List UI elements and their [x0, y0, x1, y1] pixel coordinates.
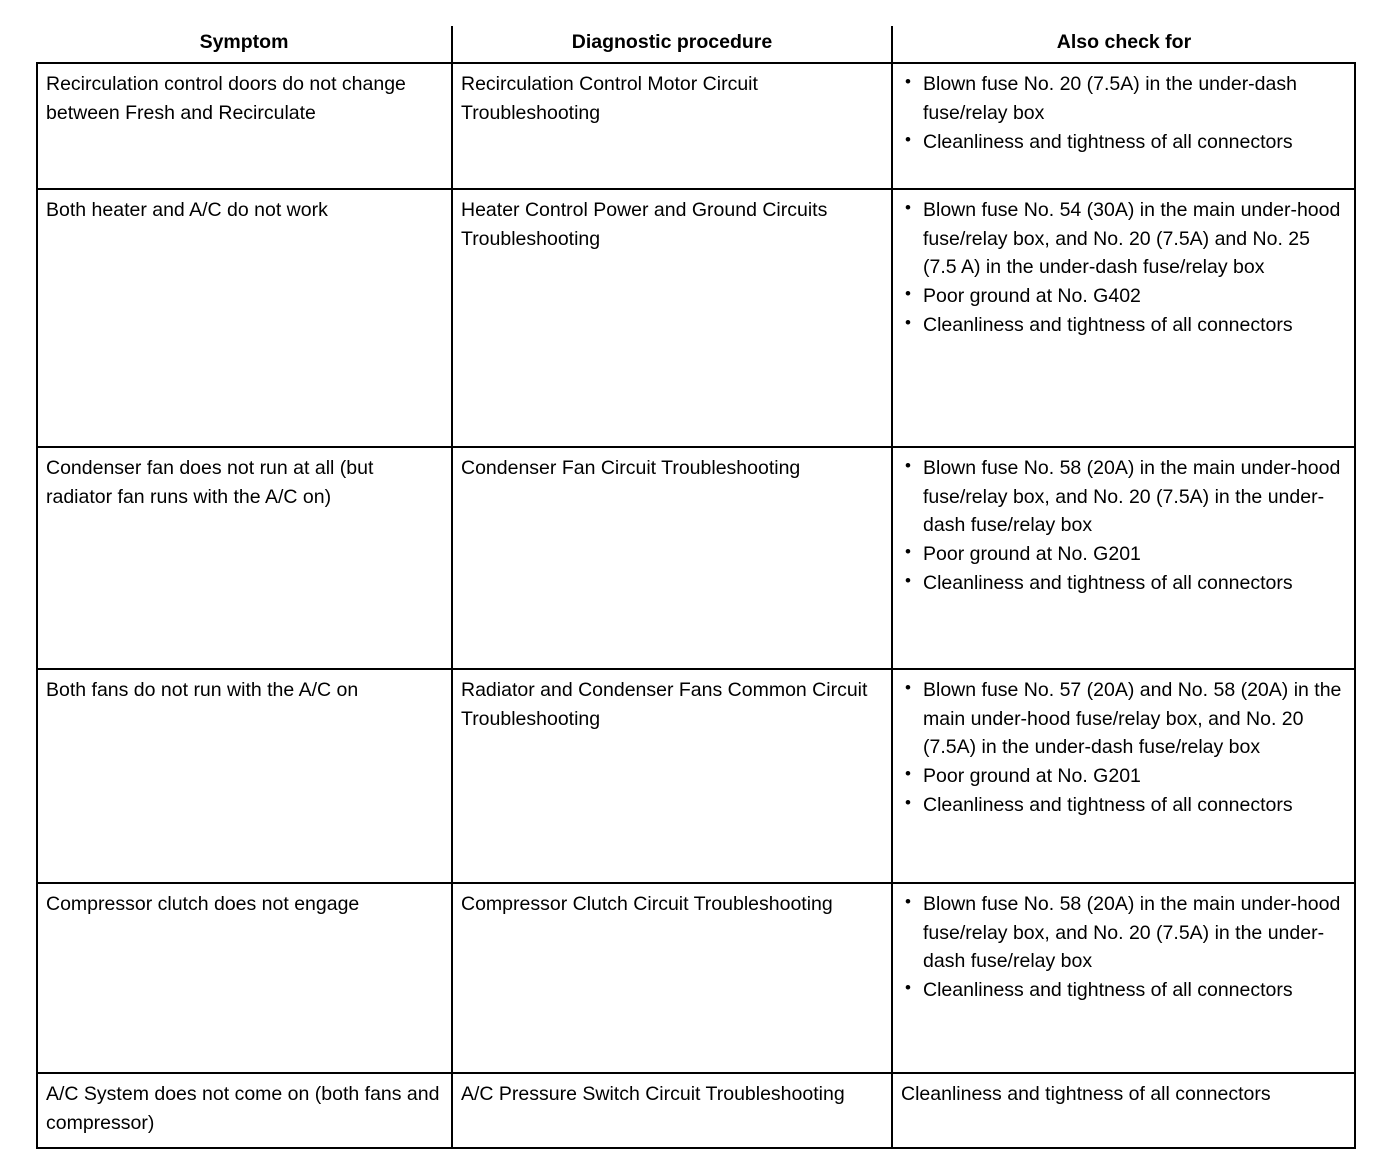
- list-item: [901, 569, 1346, 597]
- list-item: [901, 540, 1346, 568]
- check-text: Cleanliness and tightness of all connectors: [923, 979, 1293, 1002]
- check-text: Blown fuse No. 57 (20A) and No. 58 (20A) in the main under-hood fuse/relay box, and No. 20 (7.5A) in the under-dash fuse/relay box: [923, 679, 1342, 758]
- check-list: [901, 676, 1346, 819]
- procedure-text: Recirculation Control Motor Circuit Troubleshooting: [461, 73, 758, 124]
- table-row: [37, 1073, 1355, 1148]
- table-header: [37, 26, 1355, 63]
- check-list: [901, 454, 1346, 597]
- check-text: Cleanliness and tightness of all connectors: [923, 794, 1293, 817]
- procedure-text: Compressor Clutch Circuit Troubleshooting: [461, 893, 833, 916]
- cell-also-check: [892, 447, 1355, 669]
- check-text: Blown fuse No. 54 (30A) in the main under-hood fuse/relay box, and No. 20 (7.5A) and No. 25 (7.5 A) in the under-dash fuse/relay box: [923, 199, 1341, 278]
- cell-symptom: [37, 447, 452, 669]
- table-row: [37, 63, 1355, 189]
- bullet-icon: •: [905, 764, 911, 784]
- bullet-icon: •: [905, 542, 911, 562]
- check-list: [901, 70, 1346, 156]
- symptom-text: Both fans do not run with the A/C on: [46, 679, 359, 702]
- cell-also-check: [892, 1073, 1355, 1148]
- list-item: [901, 890, 1346, 975]
- bullet-icon: •: [905, 313, 911, 333]
- table-row: [37, 447, 1355, 669]
- check-text: Poor ground at No. G201: [923, 543, 1141, 566]
- cell-procedure: [452, 1073, 892, 1148]
- bullet-icon: •: [905, 72, 911, 92]
- cell-symptom: [37, 1073, 452, 1148]
- procedure-text: Heater Control Power and Ground Circuits Troubleshooting: [461, 199, 828, 250]
- cell-procedure: [452, 189, 892, 447]
- procedure-text: Radiator and Condenser Fans Common Circuit Troubleshooting: [461, 679, 868, 730]
- check-list: [901, 196, 1346, 339]
- check-text: Poor ground at No. G402: [923, 285, 1141, 308]
- list-item: [901, 762, 1346, 790]
- cell-procedure: [452, 883, 892, 1073]
- cell-also-check: [892, 63, 1355, 189]
- procedure-text: A/C Pressure Switch Circuit Troubleshooting: [461, 1083, 845, 1106]
- bullet-icon: •: [905, 892, 911, 912]
- list-item: [901, 70, 1346, 127]
- bullet-icon: •: [905, 793, 911, 813]
- table-row: [37, 669, 1355, 883]
- bullet-icon: •: [905, 198, 911, 218]
- table-body: [37, 63, 1355, 1148]
- cell-symptom: [37, 63, 452, 189]
- list-item: [901, 196, 1346, 281]
- check-text: Poor ground at No. G201: [923, 765, 1141, 788]
- list-item: [901, 791, 1346, 819]
- table-row: [37, 883, 1355, 1073]
- cell-also-check: [892, 189, 1355, 447]
- check-text: Cleanliness and tightness of all connectors: [901, 1083, 1271, 1106]
- bullet-icon: •: [905, 284, 911, 304]
- cell-procedure: [452, 63, 892, 189]
- check-text: Blown fuse No. 58 (20A) in the main under-hood fuse/relay box, and No. 20 (7.5A) in the under-dash fuse/relay box: [923, 457, 1341, 536]
- check-list: [901, 890, 1346, 1004]
- cell-symptom: [37, 189, 452, 447]
- column-header-symptom: Symptom: [37, 26, 452, 63]
- check-text: Cleanliness and tightness of all connectors: [923, 130, 1293, 153]
- cell-symptom: [37, 669, 452, 883]
- cell-procedure: [452, 447, 892, 669]
- list-item: [901, 311, 1346, 339]
- bullet-icon: •: [905, 456, 911, 476]
- cell-also-check: [892, 669, 1355, 883]
- cell-procedure: [452, 669, 892, 883]
- list-item: [901, 128, 1346, 156]
- bullet-icon: •: [905, 571, 911, 591]
- check-text: Blown fuse No. 20 (7.5A) in the under-dash fuse/relay box: [923, 73, 1297, 124]
- list-item: [901, 282, 1346, 310]
- symptom-text: Condenser fan does not run at all (but radiator fan runs with the A/C on): [46, 457, 374, 508]
- check-text: Cleanliness and tightness of all connectors: [923, 314, 1293, 337]
- list-item: [901, 676, 1346, 761]
- symptom-text: A/C System does not come on (both fans and compressor): [46, 1083, 440, 1134]
- table-header-row: [37, 26, 1355, 63]
- symptom-troubleshooting-table: [36, 26, 1356, 1149]
- symptom-text: Both heater and A/C do not work: [46, 199, 328, 222]
- check-text: Blown fuse No. 58 (20A) in the main under-hood fuse/relay box, and No. 20 (7.5A) in the under-dash fuse/relay box: [923, 893, 1341, 972]
- symptom-text: Recirculation control doors do not change between Fresh and Recirculate: [46, 73, 406, 124]
- table-row: [37, 189, 1355, 447]
- bullet-icon: •: [905, 678, 911, 698]
- symptom-text: Compressor clutch does not engage: [46, 893, 360, 916]
- check-text: Cleanliness and tightness of all connectors: [923, 572, 1293, 595]
- bullet-icon: •: [905, 978, 911, 998]
- cell-symptom: [37, 883, 452, 1073]
- bullet-icon: •: [905, 129, 911, 149]
- procedure-text: Condenser Fan Circuit Troubleshooting: [461, 457, 801, 480]
- cell-also-check: [892, 883, 1355, 1073]
- column-header-also-check-for: Also check for: [892, 26, 1355, 63]
- column-header-diagnostic-procedure: Diagnostic procedure: [452, 26, 892, 63]
- list-item: [901, 976, 1346, 1004]
- list-item: [901, 454, 1346, 539]
